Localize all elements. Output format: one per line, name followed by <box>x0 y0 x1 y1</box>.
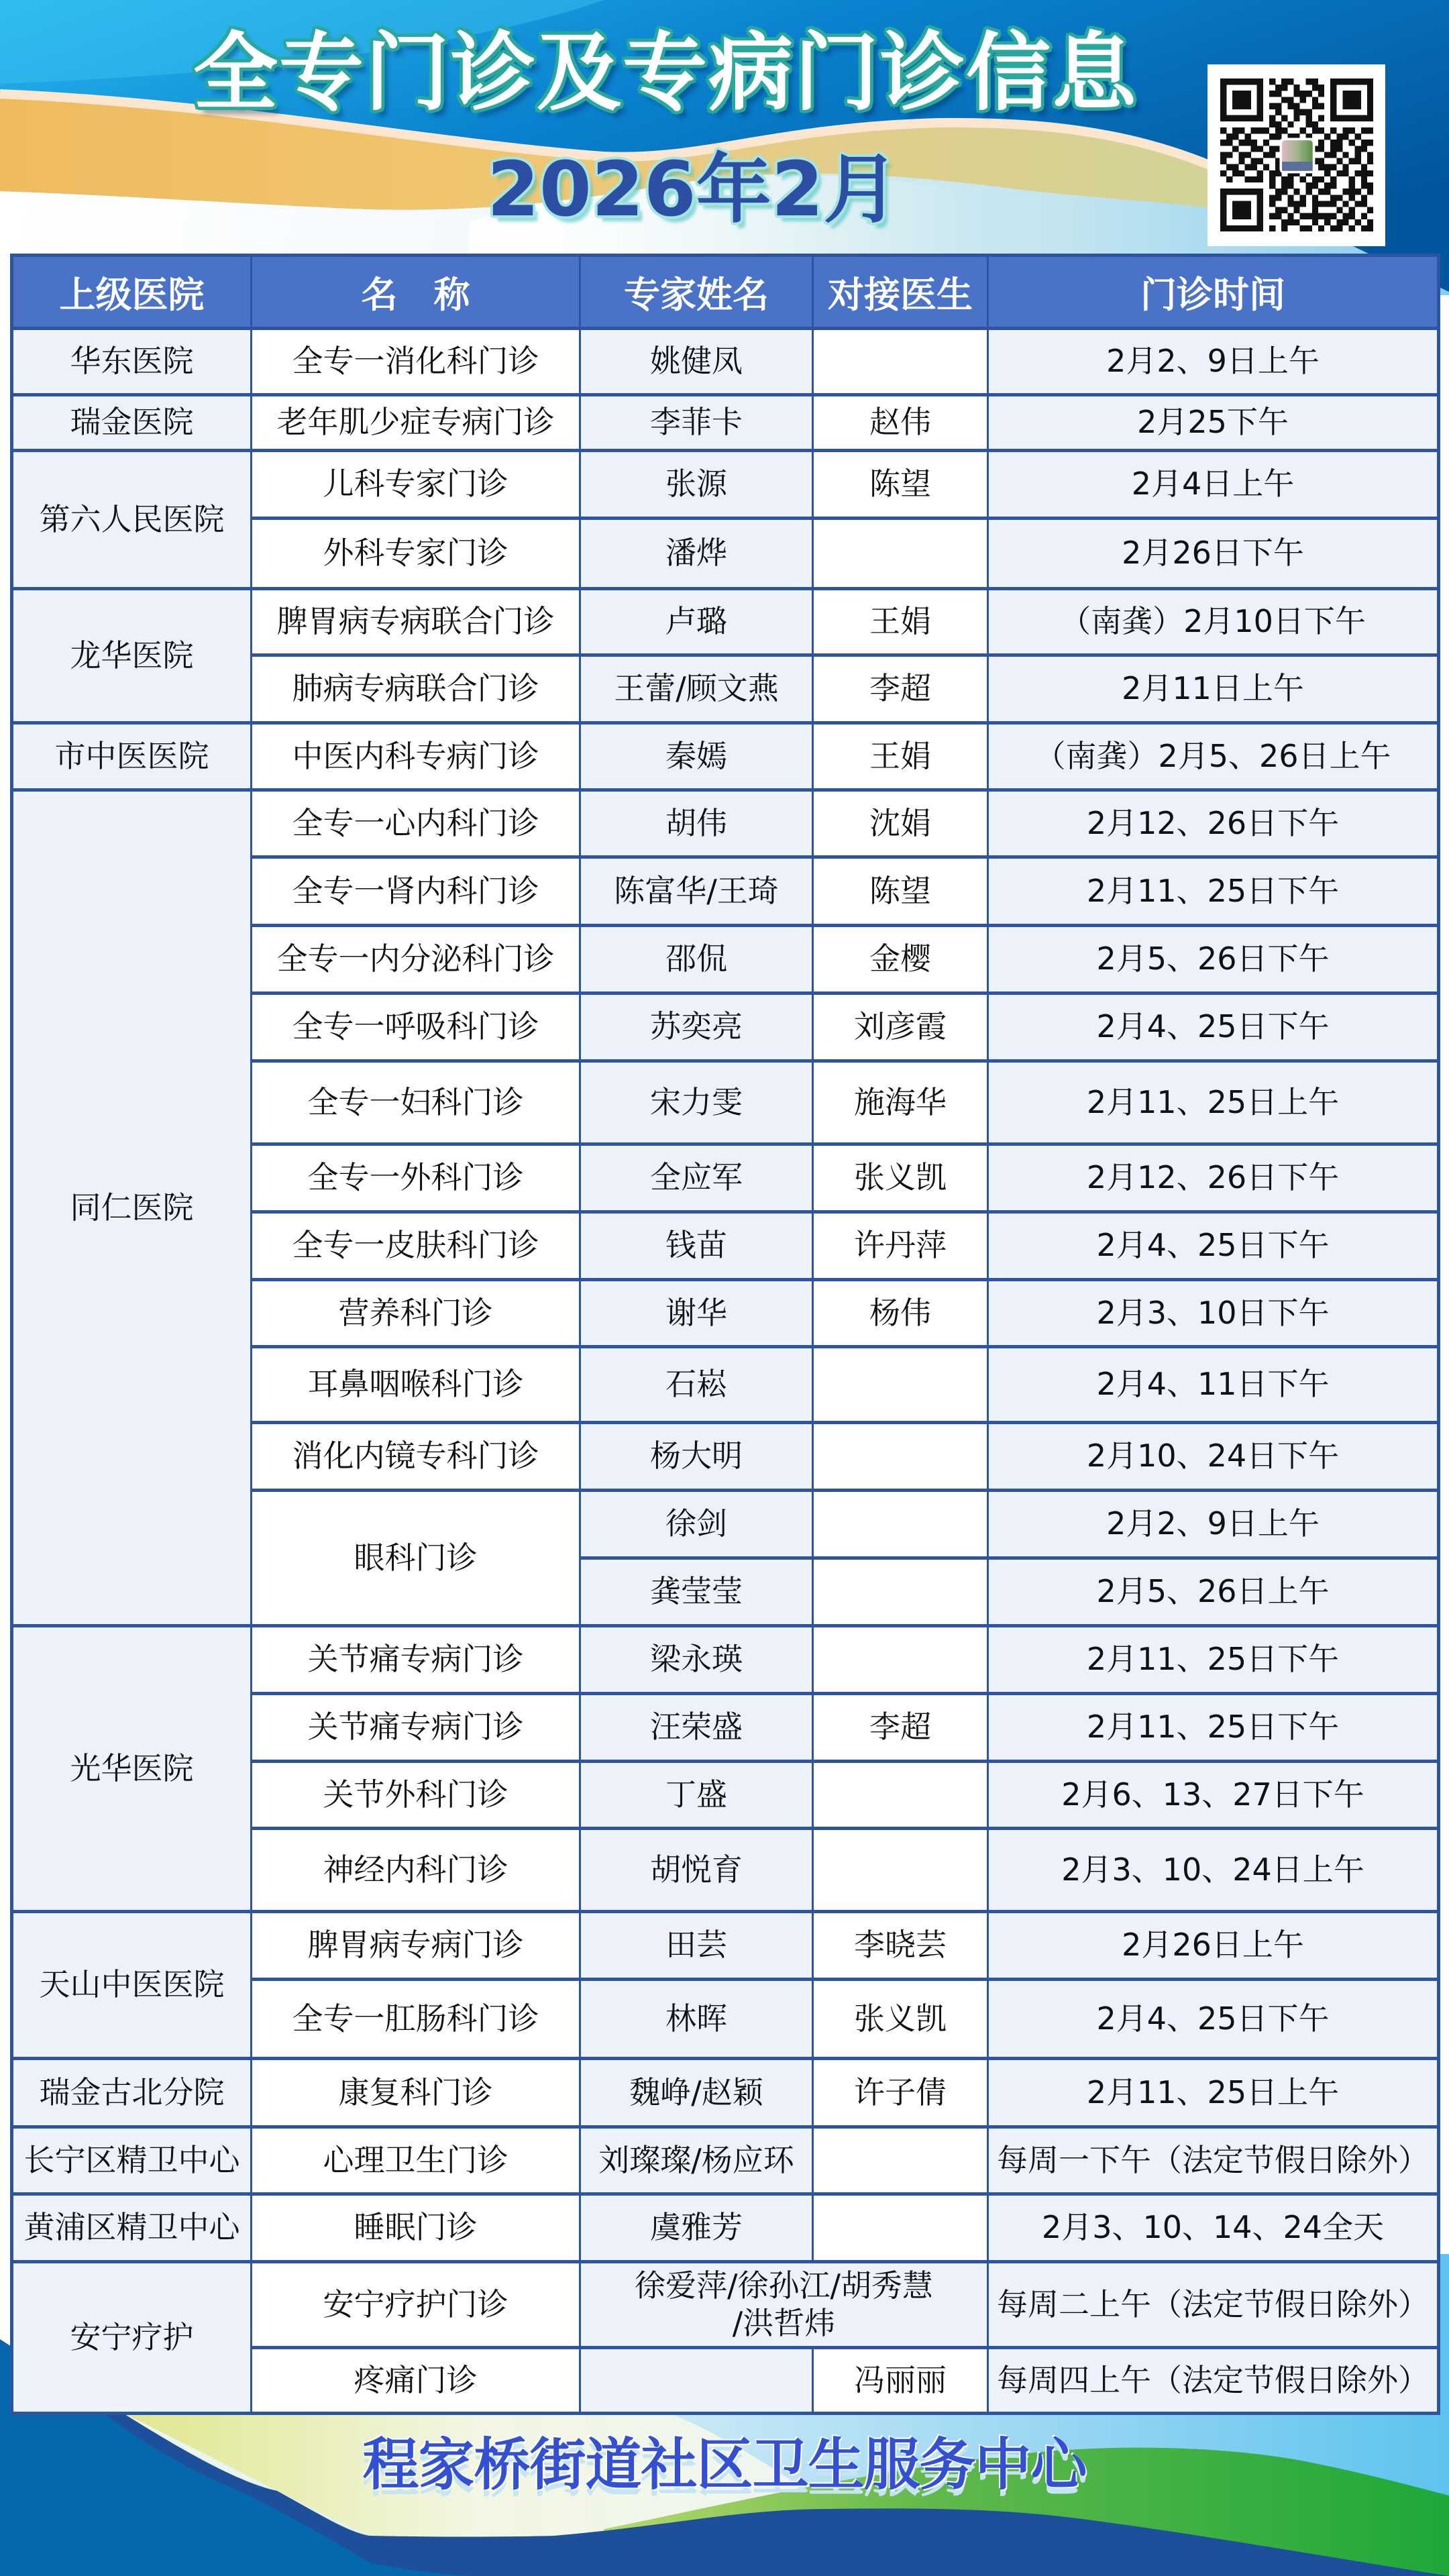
clinic-cell: 睡眠门诊 <box>252 2194 580 2262</box>
expert-cell: 张源 <box>580 451 813 519</box>
expert-cell <box>580 2348 813 2414</box>
page-title: 全专门诊及专病门诊信息 <box>193 23 1138 122</box>
expert-cell: 秦嫣 <box>580 723 813 790</box>
hospital-cell: 瑞金医院 <box>12 395 252 451</box>
column-header-clinic: 名 称 <box>252 256 580 329</box>
expert-cell: 全应军 <box>580 1144 813 1212</box>
liaison-cell: 沈娟 <box>813 790 988 857</box>
clinic-cell: 全专一肛肠科门诊 <box>252 1980 580 2059</box>
liaison-cell: 杨伟 <box>813 1280 988 1347</box>
organization-name: 程家桥街道社区卫生服务中心 <box>362 2432 1087 2498</box>
liaison-cell: 李晓芸 <box>813 1912 988 1980</box>
expert-cell: 邵侃 <box>580 926 813 994</box>
liaison-cell <box>813 1491 988 1558</box>
expert-cell: 魏峥/赵颖 <box>580 2059 813 2127</box>
hospital-cell: 黄浦区精卫中心 <box>12 2194 252 2262</box>
liaison-cell: 王娟 <box>813 723 988 790</box>
liaison-cell: 李超 <box>813 655 988 723</box>
clinic-cell: 全专一呼吸科门诊 <box>252 994 580 1061</box>
liaison-cell: 冯丽丽 <box>813 2348 988 2414</box>
time-cell: 2月11、25日下午 <box>988 1626 1439 1694</box>
column-header-hospital: 上级医院 <box>12 256 252 329</box>
table-row <box>12 395 1439 451</box>
expert-cell: 丁盛 <box>580 1762 813 1829</box>
time-cell: 2月25下午 <box>988 395 1439 451</box>
column-header-expert: 专家姓名 <box>580 256 813 329</box>
liaison-cell: 许丹萍 <box>813 1212 988 1280</box>
clinic-cell: 疼痛门诊 <box>252 2348 580 2414</box>
clinic-cell: 关节外科门诊 <box>252 1762 580 1829</box>
clinic-cell: 老年肌少症专病门诊 <box>252 395 580 451</box>
clinic-cell: 心理卫生门诊 <box>252 2127 580 2194</box>
time-cell: 2月3、10日下午 <box>988 1280 1439 1347</box>
table-row <box>12 2127 1439 2194</box>
liaison-cell <box>813 1347 988 1423</box>
expert-cell: 胡悦育 <box>580 1829 813 1912</box>
clinic-cell: 儿科专家门诊 <box>252 451 580 519</box>
time-cell: 2月6、13、27日下午 <box>988 1762 1439 1829</box>
liaison-cell <box>813 1762 988 1829</box>
time-cell: 2月3、10、14、24全天 <box>988 2194 1439 2262</box>
time-cell: 2月12、26日下午 <box>988 790 1439 857</box>
time-cell: 2月5、26日上午 <box>988 1558 1439 1626</box>
liaison-cell <box>813 1829 988 1912</box>
liaison-cell <box>813 519 988 589</box>
table-row <box>12 329 1439 395</box>
hospital-cell: 安宁疗护 <box>12 2262 252 2414</box>
time-cell: 2月12、26日下午 <box>988 1144 1439 1212</box>
table-row <box>12 451 1439 519</box>
hospital-cell: 市中医医院 <box>12 723 252 790</box>
time-cell: 2月3、10、24日上午 <box>988 1829 1439 1912</box>
time-cell: （南龚）2月5、26日上午 <box>988 723 1439 790</box>
hospital-cell: 长宁区精卫中心 <box>12 2127 252 2194</box>
table-row <box>12 2194 1439 2262</box>
time-cell: 2月5、26日下午 <box>988 926 1439 994</box>
clinic-cell: 康复科门诊 <box>252 2059 580 2127</box>
expert-cell-merged <box>580 2262 988 2348</box>
liaison-cell: 陈望 <box>813 857 988 926</box>
time-cell: 2月11、25日下午 <box>988 1694 1439 1762</box>
liaison-cell <box>813 2194 988 2262</box>
time-cell: 2月11、25日上午 <box>988 1061 1439 1144</box>
expert-cell: 田芸 <box>580 1912 813 1980</box>
time-cell: 2月4、25日下午 <box>988 994 1439 1061</box>
expert-cell: 潘烨 <box>580 519 813 589</box>
expert-cell: 梁永瑛 <box>580 1626 813 1694</box>
clinic-cell: 肺病专病联合门诊 <box>252 655 580 723</box>
table-row <box>12 723 1439 790</box>
liaison-cell <box>813 2127 988 2194</box>
clinic-cell: 消化内镜专科门诊 <box>252 1423 580 1491</box>
table-row <box>12 589 1439 655</box>
clinic-schedule-table <box>10 254 1440 2415</box>
liaison-cell: 张义凯 <box>813 1144 988 1212</box>
clinic-cell: 脾胃病专病门诊 <box>252 1912 580 1980</box>
liaison-cell: 李超 <box>813 1694 988 1762</box>
clinic-cell: 眼科门诊 <box>252 1491 580 1626</box>
hospital-cell: 天山中医医院 <box>12 1912 252 2059</box>
time-cell: 2月2、9日上午 <box>988 329 1439 395</box>
liaison-cell: 王娟 <box>813 589 988 655</box>
clinic-cell: 耳鼻咽喉科门诊 <box>252 1347 580 1423</box>
expert-line: 徐爱萍/徐孙江/胡秀慧 <box>635 2267 933 2304</box>
clinic-cell: 中医内科专病门诊 <box>252 723 580 790</box>
expert-cell: 杨大明 <box>580 1423 813 1491</box>
liaison-cell <box>813 1423 988 1491</box>
clinic-cell: 全专一外科门诊 <box>252 1144 580 1212</box>
expert-cell: 姚健凤 <box>580 329 813 395</box>
clinic-cell: 脾胃病专病联合门诊 <box>252 589 580 655</box>
hospital-cell: 同仁医院 <box>12 790 252 1626</box>
time-cell: 2月11、25日上午 <box>988 2059 1439 2127</box>
clinic-cell: 全专一内分泌科门诊 <box>252 926 580 994</box>
expert-cell: 徐剑 <box>580 1491 813 1558</box>
column-header-liaison: 对接医生 <box>813 256 988 329</box>
table-row <box>12 790 1439 857</box>
hospital-cell: 华东医院 <box>12 329 252 395</box>
liaison-cell: 张义凯 <box>813 1980 988 2059</box>
expert-cell: 李菲卡 <box>580 395 813 451</box>
page-subtitle-month: 2026年2月 <box>487 146 899 233</box>
expert-cell: 王蕾/顾文燕 <box>580 655 813 723</box>
expert-cell: 林晖 <box>580 1980 813 2059</box>
table-row <box>12 2262 1439 2348</box>
expert-cell: 胡伟 <box>580 790 813 857</box>
liaison-cell: 施海华 <box>813 1061 988 1144</box>
hospital-cell: 第六人民医院 <box>12 451 252 589</box>
liaison-cell <box>813 1558 988 1626</box>
liaison-cell: 金樱 <box>813 926 988 994</box>
time-cell: 2月11日上午 <box>988 655 1439 723</box>
clinic-cell: 关节痛专病门诊 <box>252 1694 580 1762</box>
table-row <box>12 1626 1439 1694</box>
time-cell: 每周一下午（法定节假日除外） <box>988 2127 1439 2194</box>
time-cell: 2月4、11日下午 <box>988 1347 1439 1423</box>
clinic-cell: 全专一皮肤科门诊 <box>252 1212 580 1280</box>
liaison-cell <box>813 329 988 395</box>
expert-cell: 刘璨璨/杨应环 <box>580 2127 813 2194</box>
clinic-cell: 外科专家门诊 <box>252 519 580 589</box>
time-cell: （南龚）2月10日下午 <box>988 589 1439 655</box>
liaison-cell <box>813 1626 988 1694</box>
liaison-cell: 陈望 <box>813 451 988 519</box>
expert-cell: 石崧 <box>580 1347 813 1423</box>
time-cell: 2月4、25日下午 <box>988 1980 1439 2059</box>
hospital-cell: 瑞金古北分院 <box>12 2059 252 2127</box>
time-cell: 每周二上午（法定节假日除外） <box>988 2262 1439 2348</box>
expert-cell: 宋力雯 <box>580 1061 813 1144</box>
hospital-cell: 光华医院 <box>12 1626 252 1912</box>
table-row <box>12 2059 1439 2127</box>
time-cell: 2月11、25日下午 <box>988 857 1439 926</box>
table-header-row <box>12 256 1439 329</box>
clinic-cell: 安宁疗护门诊 <box>252 2262 580 2348</box>
qr-code-icon <box>1208 64 1385 246</box>
expert-cell: 钱苗 <box>580 1212 813 1280</box>
time-cell: 2月2、9日上午 <box>988 1491 1439 1558</box>
time-cell: 2月4日上午 <box>988 451 1439 519</box>
time-cell: 2月26日下午 <box>988 519 1439 589</box>
time-cell: 2月26日上午 <box>988 1912 1439 1980</box>
column-header-time: 门诊时间 <box>988 256 1439 329</box>
time-cell: 2月4、25日下午 <box>988 1212 1439 1280</box>
expert-cell: 苏奕亮 <box>580 994 813 1061</box>
expert-cell: 虞雅芳 <box>580 2194 813 2262</box>
liaison-cell: 许子倩 <box>813 2059 988 2127</box>
time-cell: 2月10、24日下午 <box>988 1423 1439 1491</box>
expert-cell: 卢璐 <box>580 589 813 655</box>
expert-cell: 谢华 <box>580 1280 813 1347</box>
clinic-cell: 关节痛专病门诊 <box>252 1626 580 1694</box>
hospital-cell: 龙华医院 <box>12 589 252 723</box>
table-row <box>12 1912 1439 1980</box>
clinic-cell: 全专一消化科门诊 <box>252 329 580 395</box>
liaison-cell: 赵伟 <box>813 395 988 451</box>
expert-line: /洪哲炜 <box>732 2304 836 2341</box>
clinic-cell: 全专一妇科门诊 <box>252 1061 580 1144</box>
clinic-cell: 全专一心内科门诊 <box>252 790 580 857</box>
expert-cell: 龚莹莹 <box>580 1558 813 1626</box>
expert-cell: 汪荣盛 <box>580 1694 813 1762</box>
liaison-cell: 刘彦霞 <box>813 994 988 1061</box>
time-cell: 每周四上午（法定节假日除外） <box>988 2348 1439 2414</box>
clinic-cell: 神经内科门诊 <box>252 1829 580 1912</box>
expert-cell: 陈富华/王琦 <box>580 857 813 926</box>
clinic-cell: 营养科门诊 <box>252 1280 580 1347</box>
clinic-cell: 全专一肾内科门诊 <box>252 857 580 926</box>
